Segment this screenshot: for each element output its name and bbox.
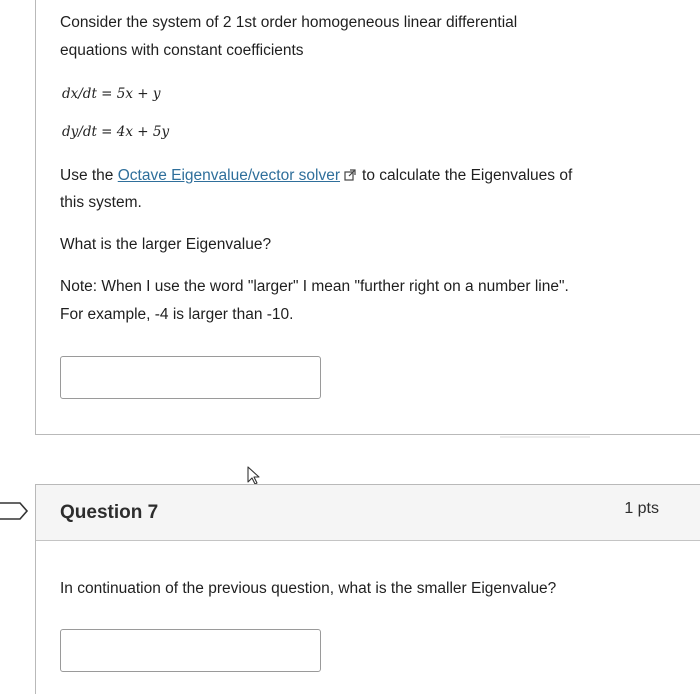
octave-solver-link[interactable]: Octave Eigenvalue/vector solver bbox=[117, 167, 341, 184]
note-line2: For example, -4 is larger than -10. bbox=[60, 306, 294, 323]
question-6-intro-line2: equations with constant coefficients bbox=[60, 42, 304, 59]
use-solver-line bbox=[60, 165, 572, 187]
use-suffix: to calculate the Eigenvalues of bbox=[362, 167, 573, 184]
question-7-title: Question 7 bbox=[60, 502, 159, 523]
question-7-points: 1 pts bbox=[624, 500, 659, 517]
equation-dx-dt: dx/dt = 5x + y bbox=[62, 86, 161, 102]
divider-line bbox=[500, 436, 590, 438]
use-prefix: Use the bbox=[60, 167, 118, 184]
note-line1: Note: When I use the word "larger" I mean "further right on a number line". bbox=[60, 278, 569, 295]
equation-dy-dt: dy/dt = 4x + 5y bbox=[62, 124, 170, 140]
question-7-prompt: In continuation of the previous question, what is the smaller Eigenvalue? bbox=[60, 580, 557, 597]
question-6-intro-line1: Consider the system of 2 1st order homogeneous linear differential bbox=[60, 14, 518, 31]
mouse-pointer-icon bbox=[246, 466, 262, 486]
use-line2: this system. bbox=[60, 194, 142, 211]
flag-icon[interactable] bbox=[0, 500, 30, 522]
question-7-header bbox=[36, 485, 700, 541]
external-link-icon bbox=[344, 169, 356, 181]
question-7-answer-input[interactable] bbox=[60, 629, 321, 672]
question-6-prompt: What is the larger Eigenvalue? bbox=[60, 236, 272, 253]
question-6-answer-input[interactable] bbox=[60, 356, 321, 399]
